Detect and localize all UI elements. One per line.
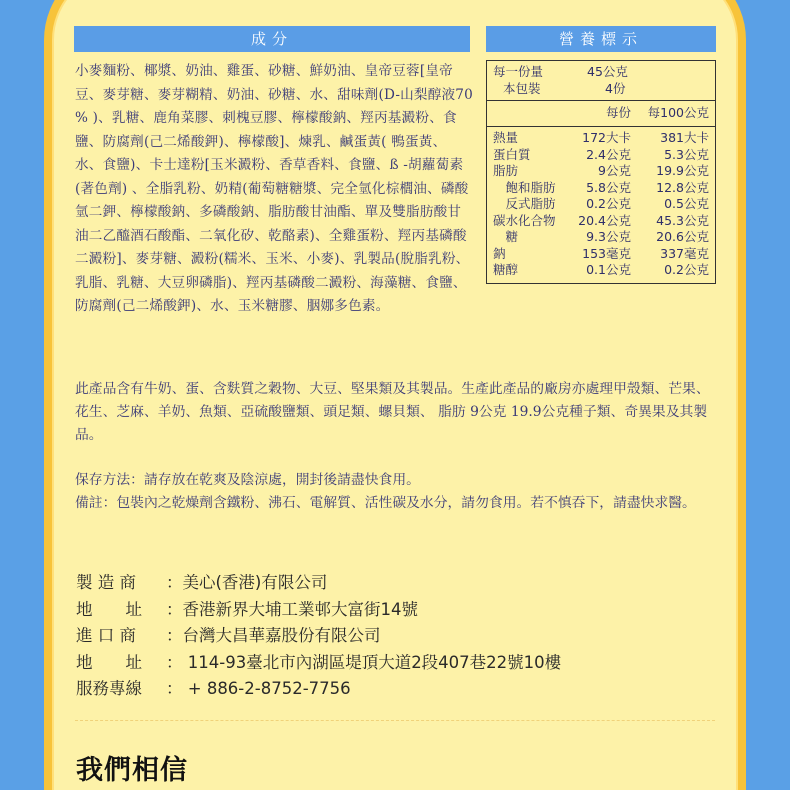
nutrient-per-100g: 381大卡: [660, 130, 709, 145]
nutrient-per-serving: 0.1公克: [586, 262, 631, 277]
address1-value: 香港新界大埔工業邨大富街14號: [182, 599, 418, 619]
nutrition-row: [493, 147, 709, 164]
nutrient-per-serving: 172大卡: [582, 130, 631, 145]
nutrient-per-serving: 0.2公克: [586, 196, 631, 211]
nutrient-name: 反式脂肪: [493, 196, 556, 211]
serving-size-row: [493, 64, 709, 81]
importer-value: 台灣大昌華嘉股份有限公司: [182, 626, 381, 645]
contact-info: [76, 570, 716, 703]
serving-size-label: 每一份量: [493, 64, 544, 79]
address1-row: [76, 597, 716, 624]
nutrient-per-serving: 9.3公克: [586, 229, 631, 244]
address2-value: 114-93臺北市內湖區堤頂大道2段407巷22號10樓: [182, 652, 562, 672]
manufacturer-label: 製 造 商: [76, 573, 136, 592]
nutrition-row: [493, 163, 709, 180]
nutrition-row: [493, 262, 709, 279]
section-title: 我們相信: [76, 755, 188, 786]
nutrition-rows: [487, 127, 715, 283]
servings-label: 本包裝: [503, 80, 541, 96]
serving-size-value: 45公克: [587, 64, 628, 79]
nutrient-name: 脂肪: [493, 163, 519, 178]
storage-instructions: 保存方法：請存放在乾爽及陰涼處，開封後請盡快食用。: [75, 472, 420, 488]
nutrient-name: 熱量: [493, 130, 519, 145]
nutrient-per-100g: 12.8公克: [656, 179, 709, 195]
nutrient-per-100g: 5.3公克: [664, 146, 709, 162]
servings-row: [493, 81, 709, 98]
col-per-100g: 每100公克: [647, 105, 709, 120]
manufacturer-row: [76, 570, 716, 597]
nutrition-row: [493, 130, 709, 147]
colon: ：: [166, 573, 183, 592]
nutrition-row: [493, 229, 709, 246]
nutrient-name: 糖醇: [493, 262, 519, 277]
nutrient-name: 糖: [493, 229, 519, 244]
hotline-row: [76, 676, 716, 703]
nutrition-row: [493, 213, 709, 230]
nutrient-per-100g: 19.9公克: [656, 163, 709, 178]
address1-label: 地 址: [76, 599, 142, 619]
nutrient-per-serving: 153毫克: [582, 245, 631, 261]
nutrition-row: [493, 196, 709, 213]
address2-label: 地 址: [76, 652, 142, 672]
nutrient-per-serving: 2.4公克: [586, 146, 631, 162]
desiccant-note: 備註：包裝內之乾燥劑含鐵粉、沸石、電解質、活性碳及水分，請勿食用。若不慎吞下，請盡快求醫。: [75, 495, 696, 511]
importer-row: [76, 623, 716, 650]
hotline-value: + 886-2-8752-7756: [182, 679, 351, 698]
address2-row: [76, 650, 716, 677]
divider: [75, 720, 715, 721]
nutrition-column-headers: [487, 101, 715, 127]
nutrient-per-100g: 0.5公克: [664, 196, 709, 211]
column-header-row: [493, 105, 709, 122]
colon: ：: [166, 679, 183, 698]
serving-info: [487, 61, 715, 101]
allergen-statement: 此產品含有牛奶、蛋、含麩質之穀物、大豆、堅果類及其製品。生產此產品的廠房亦處理甲殼類、芒果、花生、芝麻、羊奶、魚類、亞硫酸鹽類、頭足類、螺貝類、 脂肪 9公克 19.9公克種子類、奇異果及其製品。: [75, 381, 710, 443]
servings-value: 4份: [605, 80, 626, 96]
nutrient-per-serving: 20.4公克: [578, 212, 631, 228]
colon: ：: [166, 626, 183, 645]
hotline-label: 服務專線: [76, 679, 142, 698]
col-per-serving: 每份: [605, 105, 631, 120]
nutrition-table: [486, 60, 716, 284]
colon: ：: [166, 652, 183, 672]
colon: ：: [166, 599, 183, 619]
nutrition-row: [493, 246, 709, 263]
manufacturer-value: 美心(香港)有限公司: [182, 573, 328, 592]
ingredients-header: 成分: [74, 26, 470, 52]
nutrient-per-100g: 337毫克: [660, 245, 709, 261]
nutrient-per-100g: 45.3公克: [656, 212, 709, 228]
nutrient-per-100g: 20.6公克: [656, 229, 709, 244]
nutrient-name: 鈉: [493, 245, 506, 261]
nutrition-header: 營養標示: [486, 26, 716, 52]
nutrient-per-serving: 9公克: [598, 163, 631, 178]
nutrient-name: 碳水化合物: [493, 212, 556, 228]
importer-label: 進 口 商: [76, 626, 136, 645]
nutrient-name: 飽和脂肪: [493, 179, 556, 195]
nutrient-per-serving: 5.8公克: [586, 179, 631, 195]
nutrition-row: [493, 180, 709, 197]
nutrient-name: 蛋白質: [493, 146, 531, 162]
ingredients-text: 小麥麵粉、椰漿、奶油、雞蛋、砂糖、鮮奶油、皇帝豆蓉[皇帝豆、麥芽糖、麥芽糊精、奶油、砂糖、水、甜味劑(D-山梨醇液70 % )、乳糖、鹿角菜膠、刺槐豆膠、檸檬酸鈉、羥丙基澱粉、食鹽、防腐劑(己二烯酸鉀)、檸檬酸]、煉乳、鹹蛋黃( 鴨蛋黃、水、食鹽)、卡士達粉[玉米澱粉、香草香料、食鹽、ß -胡蘿蔔素(著色劑) 、全脂乳粉、奶精(葡萄糖糖漿、完全氫化棕櫚油、磷酸氫二鉀、檸檬酸鈉、多磷酸鈉、脂肪酸甘油酯、單及雙脂肪酸甘油二乙醯酒石酸酯、二氧化矽、乾酪素)、全雞蛋粉、羥丙基磷酸二澱粉]、麥芽糖、澱粉(糯米、玉米、小麥)、乳製品(脫脂乳粉、乳脂、乳糖、大豆卵磷脂)、羥丙基磷酸二澱粉、海藻糖、食鹽、防腐劑(己二烯酸鉀)、水、玉米糖膠、胭娜多色素。: [75, 63, 473, 314]
nutrient-per-100g: 0.2公克: [664, 262, 709, 277]
